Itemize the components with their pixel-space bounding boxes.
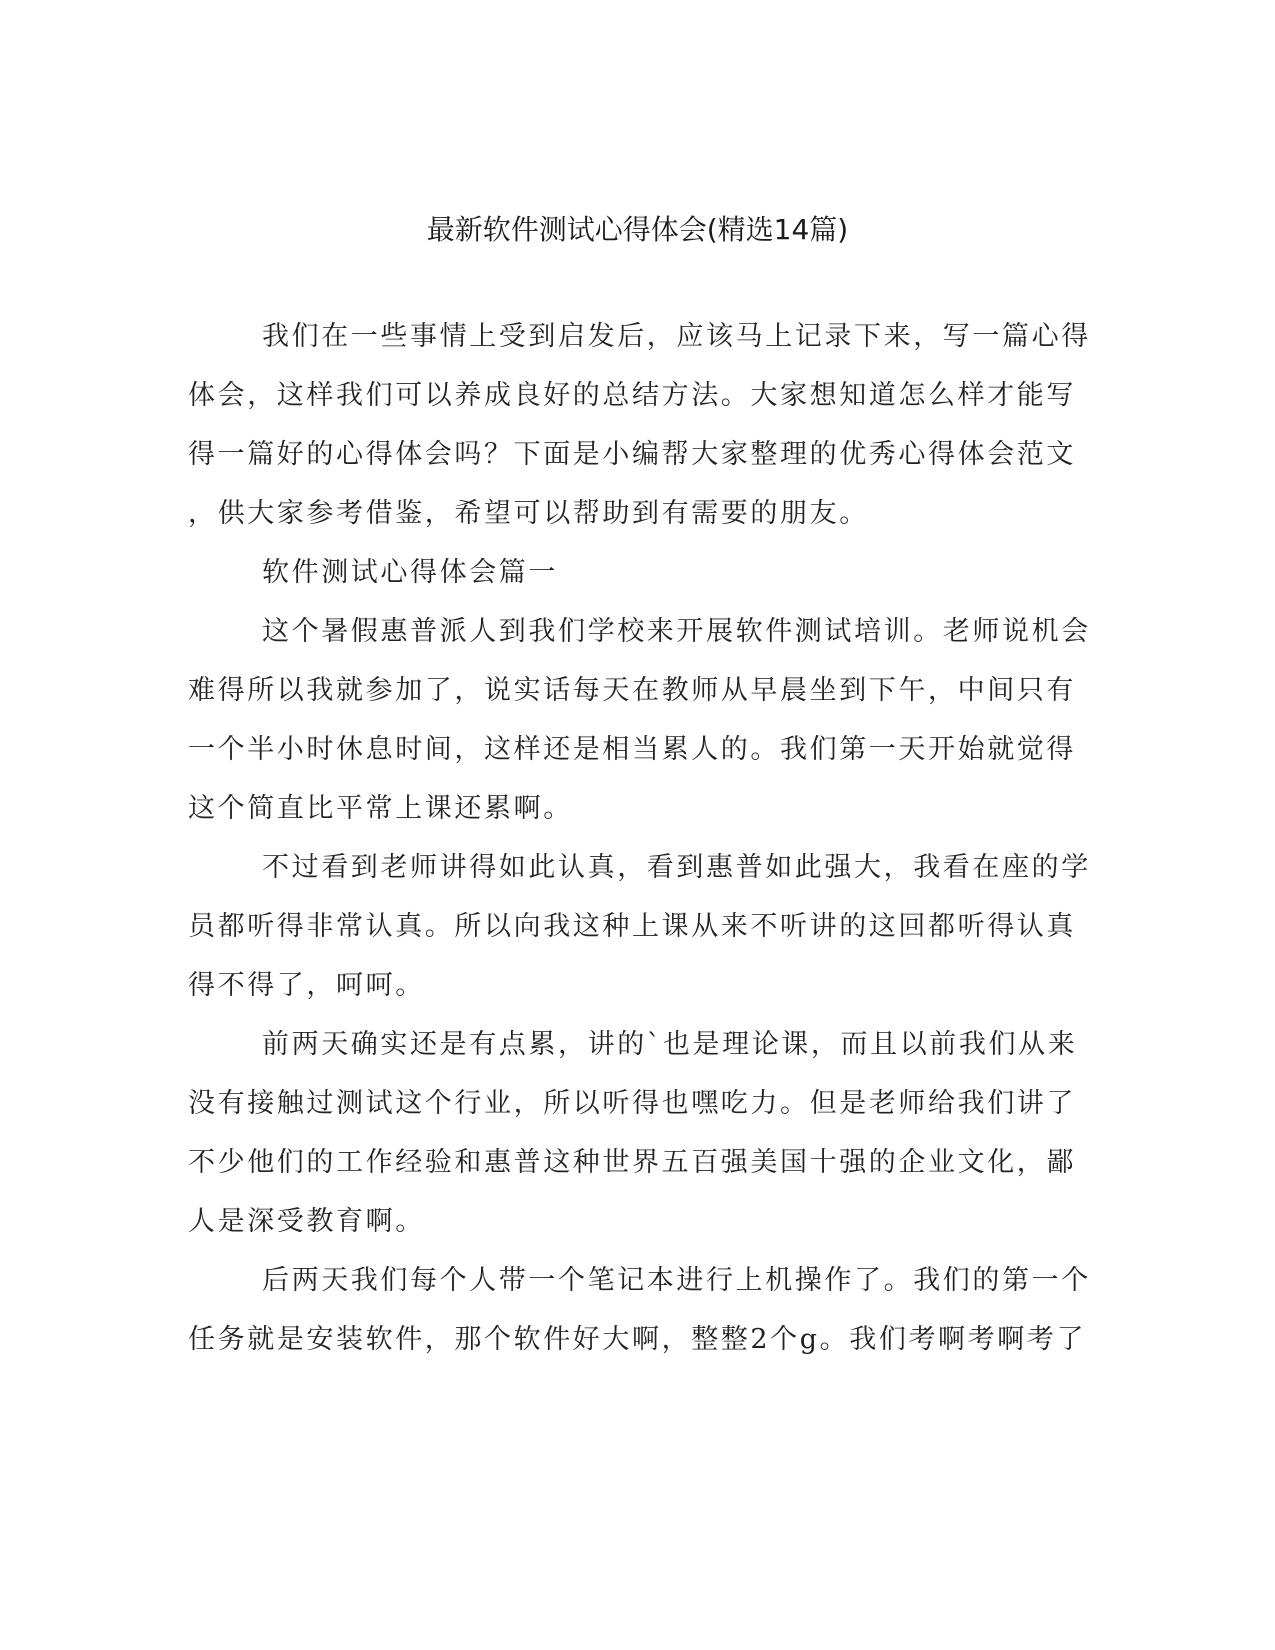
paragraph-line: 任务就是安装软件，那个软件好大啊，整整2个g。我们考啊考啊考了 <box>188 1324 1087 1355</box>
paragraph-line: 员都听得非常认真。所以向我这种上课从来不听讲的这回都听得认真 <box>188 911 1076 942</box>
paragraph-line: 人是深受教育啊。 <box>188 1206 425 1237</box>
paragraph-line: ，供大家参考借鉴，希望可以帮助到有需要的朋友。 <box>188 498 869 529</box>
paragraph-line: 难得所以我就参加了，说实话每天在教师从早晨坐到下午，中间只有 <box>188 675 1076 706</box>
paragraph-line: 后两天我们每个人带一个笔记本进行上机操作了。我们的第一个 <box>262 1265 1091 1296</box>
paragraph-line: 前两天确实还是有点累，讲的`也是理论课，而且以前我们从来 <box>262 1029 1078 1060</box>
paragraph-line: 不过看到老师讲得如此认真，看到惠普如此强大，我看在座的学 <box>262 852 1091 883</box>
paragraph-line: 这个简直比平常上课还累啊。 <box>188 793 573 824</box>
paragraph-line: 没有接触过测试这个行业，所以听得也嘿吃力。但是老师给我们讲了 <box>188 1088 1076 1119</box>
paragraph-line: 不少他们的工作经验和惠普这种世界五百强美国十强的企业文化，鄙 <box>188 1147 1076 1178</box>
paragraph-line: 一个半小时休息时间，这样还是相当累人的。我们第一天开始就觉得 <box>188 734 1076 765</box>
paragraph-line: 得一篇好的心得体会吗？下面是小编帮大家整理的优秀心得体会范文 <box>188 439 1076 470</box>
paragraph-line: 体会，这样我们可以养成良好的总结方法。大家想知道怎么样才能写 <box>188 380 1076 411</box>
document-title: 最新软件测试心得体会(精选14篇) <box>426 213 849 246</box>
section-heading: 软件测试心得体会篇一 <box>262 557 558 588</box>
paragraph-line: 这个暑假惠普派人到我们学校来开展软件测试培训。老师说机会 <box>262 616 1091 647</box>
paragraph-line: 得不得了，呵呵。 <box>188 970 425 1001</box>
paragraph-line: 我们在一些事情上受到启发后，应该马上记录下来，写一篇心得 <box>262 321 1091 352</box>
